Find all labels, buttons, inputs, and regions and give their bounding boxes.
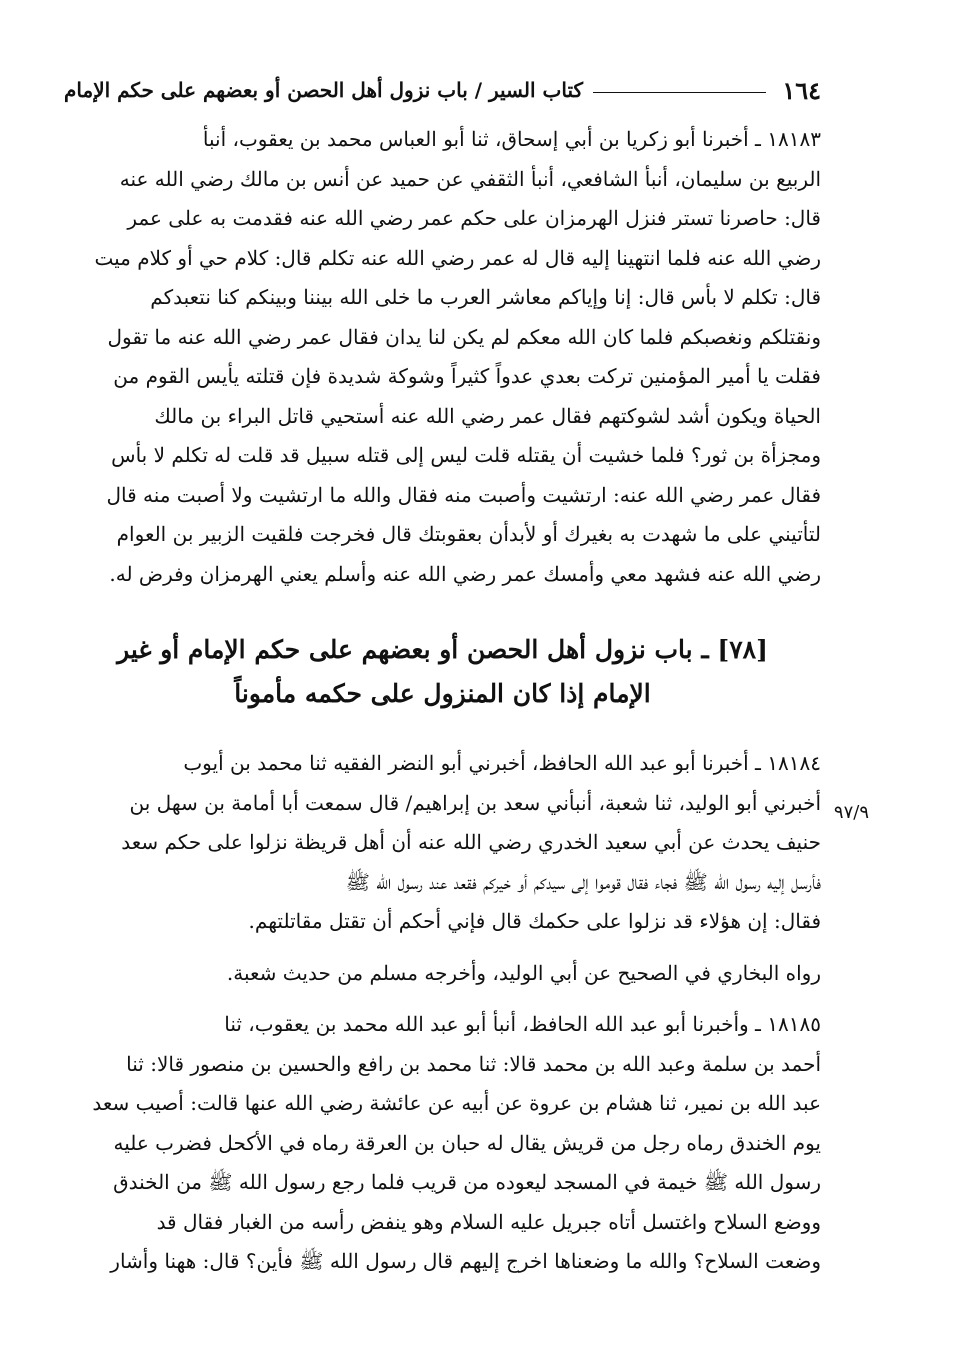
- text-line: فقلت يا أمير المؤمنين تركت بعدي عدواً كثيراً وشوكة شديدة فإن قتلته يأيس القوم من: [113, 364, 821, 388]
- text-line: قال: تكلم لا بأس قال: إنا وإياكم معاشر العرب ما خلى الله بيننا وبينكم كنا نتعبدكم: [150, 285, 821, 309]
- margin-reference: ٩٧/٩: [833, 802, 869, 823]
- chapter-heading: [64, 628, 821, 716]
- text-line: رضي الله عنه فشهد معي وأمسك عمر رضي الله عنه وأسلم يعني الهرمزان وفرض له.: [109, 561, 821, 586]
- hadith-18183: [64, 120, 821, 594]
- running-header: [64, 68, 821, 112]
- text-line: ١٨١٨٤ ـ أخبرنا أبو عبد الله الحافظ، أخبرني أبو النضر الفقيه ثنا محمد بن أيوب: [183, 751, 821, 775]
- text-line: عبد الله بن نمير، ثنا هشام بن عروة عن أبيه عن عائشة رضي الله عنها قالت: أصيب سعد: [92, 1091, 821, 1115]
- text-line: فقال عمر رضي الله عنه: ارتشيت وأصبت منه فقال والله ما ارتشيت ولا أصبت منه قال: [106, 482, 821, 507]
- text-line: الحياة ويكون أشد لشوكتهم فقال عمر رضي الله عنه أستحيي قاتل البراء بن مالك: [154, 403, 821, 428]
- hadith-18184: [64, 744, 821, 942]
- text-line: ومجزأة بن ثور؟ فلما خشيت أن يقتله قلت ليس إلى قتله سبيل قد قلت له تكلم لا بأس: [111, 443, 821, 467]
- spacer: [64, 993, 821, 1005]
- text-line: فأرسل إليه رسول الله ﷺ فجاء فقال قوموا إلى سيدكم أو خيركم فقعد عند رسول الله ﷺ: [345, 869, 821, 894]
- text-line: أخبرني أبو الوليد، ثنا شعبة، أنبأني سعد بن إبراهيم/ قال سمعت أبا أمامة بن سهل بن: [129, 790, 821, 815]
- running-title: كتاب السير / باب نزول أهل الحصن أو بعضهم على حكم الإمام: [64, 78, 583, 102]
- text-line: حنيف يحدث عن أبي سعيد الخدري رضي الله عنه أن أهل قريظة نزلوا على حكم سعد: [121, 830, 821, 854]
- text-line: رضي الله عنه فلما انتهينا إليه قال له عمر رضي الله عنه تكلم قال: كلام حي أو كلام ميت: [94, 245, 821, 270]
- spacer: [64, 942, 821, 954]
- text-line: ونقتلكم ونغصبكم فلما كان الله معكم لم يكن لنا يدان فقال عمر رضي الله عنه ما تقول: [107, 324, 821, 349]
- text-line: وضعت السلاح؟ والله ما وضعناها اخرج إليهم قال رسول الله ﷺ فأين؟ قال: ههنا وأشار: [110, 1249, 821, 1273]
- text-line: رواه البخاري في الصحيح عن أبي الوليد، وأخرجه مسلم من حديث شعبة.: [226, 960, 821, 985]
- page-number: ١٦٤: [782, 75, 821, 105]
- narration-note: [64, 954, 821, 994]
- text-line: فقال: إن هؤلاء قد نزلوا على حكمك قال فإني أحكم أن تقتل مقاتلتهم.: [248, 909, 821, 933]
- text-line: قال: حاصرنا تستر فنزل الهرمزان على حكم عمر رضي الله عنه فقدمت به على عمر: [127, 206, 821, 230]
- text-line: ١٨١٨٣ ـ أخبرنا أبو زكريا بن أبي إسحاق، ثنا أبو العباس محمد بن يعقوب، أنبأ: [202, 127, 821, 151]
- text-line: يوم الخندق رماه رجل من قريش يقال له حبان بن العرقة رماه في الأكحل فضرب عليه: [113, 1130, 821, 1155]
- text-line: ١٨١٨٥ ـ وأخبرنا أبو عبد الله الحافظ، أنبأ أبو عبد الله محمد بن يعقوب، ثنا: [224, 1012, 821, 1036]
- hadith-18185: [64, 1005, 821, 1282]
- text-line: الربيع بن سليمان، أنبأ الشافعي، أنبأ الثقفي عن حميد عن أنس بن مالك رضي الله عنه: [119, 166, 821, 191]
- text-line: لتأتيني على ما شهدت به بغيرك أو لأبدأن بعقوبتك قال فخرجت فلقيت الزبير بن العوام: [116, 522, 821, 546]
- text-line: أحمد بن سلمة وعبد الله بن محمد قالا: ثنا محمد بن رافع والحسين بن منصور قالا: ثنا: [126, 1051, 821, 1076]
- text-line: ووضع السلاح واغتسل أتاه جبريل عليه السلام وهو ينفض رأسه من الغبار فقال قد: [156, 1209, 821, 1234]
- chapter-heading-line: [٧٨] ـ باب نزول أهل الحصن أو بعضهم على حكم الإمام أو غير: [117, 635, 768, 664]
- text-line: رسول الله ﷺ خيمة في المسجد ليعوده من قريب فلما رجع رسول الله ﷺ من الخندق: [113, 1170, 821, 1194]
- chapter-heading-line: الإمام إذا كان المنزول على حكمه مأموناً: [234, 679, 651, 708]
- header-rule: [593, 92, 766, 93]
